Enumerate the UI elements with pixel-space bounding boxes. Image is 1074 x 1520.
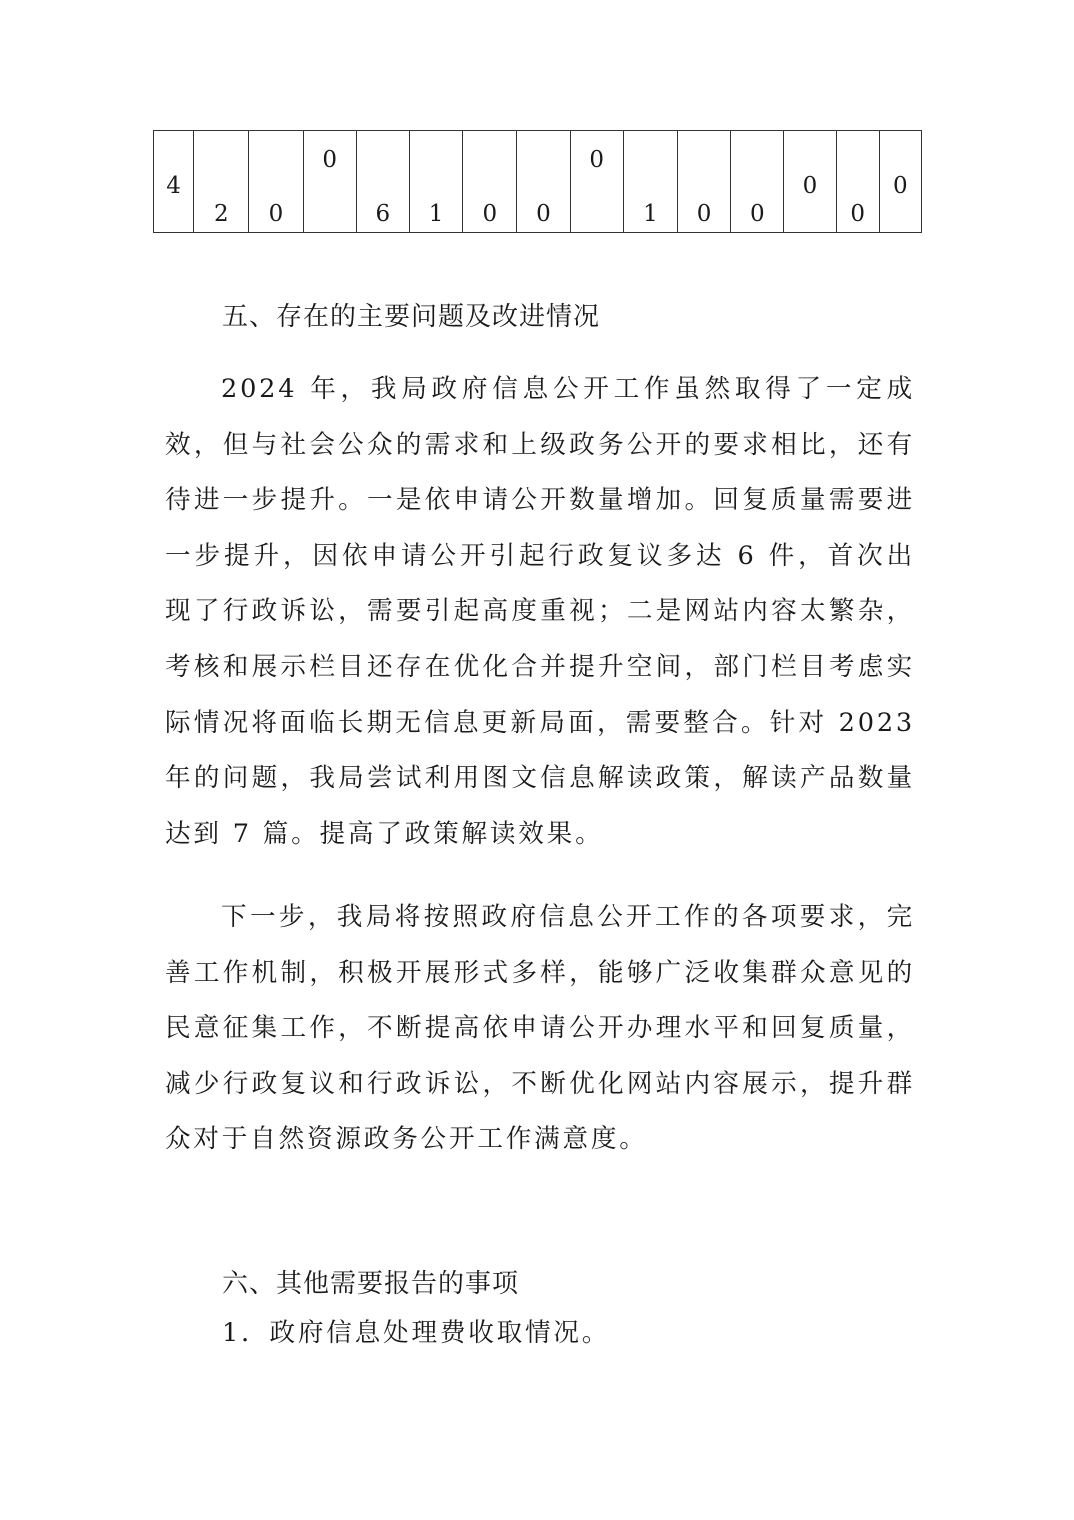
list-item-fee-collection: 1．政府信息处理费收取情况。 (222, 1318, 611, 1348)
paragraph-next-steps: 下一步，我局将按照政府信息公开工作的各项要求，完善工作机制，积极开展形式多样，能够广泛收集群众意见的民意征集工作，不断提高依申请公开办理水平和回复质量，减少行政复议和行政诉讼，不断优化网站内容展示，提升群众对于自然资源政务公开工作满意度。 (165, 902, 915, 1155)
table-row (154, 131, 922, 233)
table-cell: 0 (517, 131, 570, 233)
paragraph-problems: 2024 年，我局政府信息公开工作虽然取得了一定成效，但与社会公众的需求和上级政务公开的要求相比，还有待进一步提升。一是依申请公开数量增加。回复质量需要进一步提升，因依申请公开引起行政复议多达 6 件，首次出现了行政诉讼，需要引起高度重视；二是网站内容太繁杂，考核和展示栏目还存在优化合并提升空间，部门栏目考虑实际情况将面临长期无信息更新局面，需要整合。针对 2023 年的问题，我局尝试利用图文信息解读政策，解读产品数量达到 7 篇。提高了政策解读效果。 (165, 374, 915, 849)
table-cell: 0 (570, 131, 623, 233)
table-cell: 0 (731, 131, 784, 233)
table-cell: 0 (836, 131, 879, 233)
table-cell: 0 (879, 131, 921, 233)
table-cell: 0 (784, 131, 836, 233)
section-heading-other-matters: 六、其他需要报告的事项 (222, 1269, 520, 1299)
table-cell: 0 (677, 131, 730, 233)
table-cell: 0 (249, 131, 303, 233)
table-cell: 2 (194, 131, 249, 233)
table-cell: 6 (356, 131, 409, 233)
statistics-table-fragment (153, 130, 922, 233)
table-cell: 0 (463, 131, 517, 233)
table-cell: 0 (303, 131, 356, 233)
table-cell: 1 (409, 131, 462, 233)
section-heading-problems: 五、存在的主要问题及改进情况 (222, 302, 601, 332)
table-cell: 4 (154, 131, 194, 233)
table-cell: 1 (623, 131, 677, 233)
